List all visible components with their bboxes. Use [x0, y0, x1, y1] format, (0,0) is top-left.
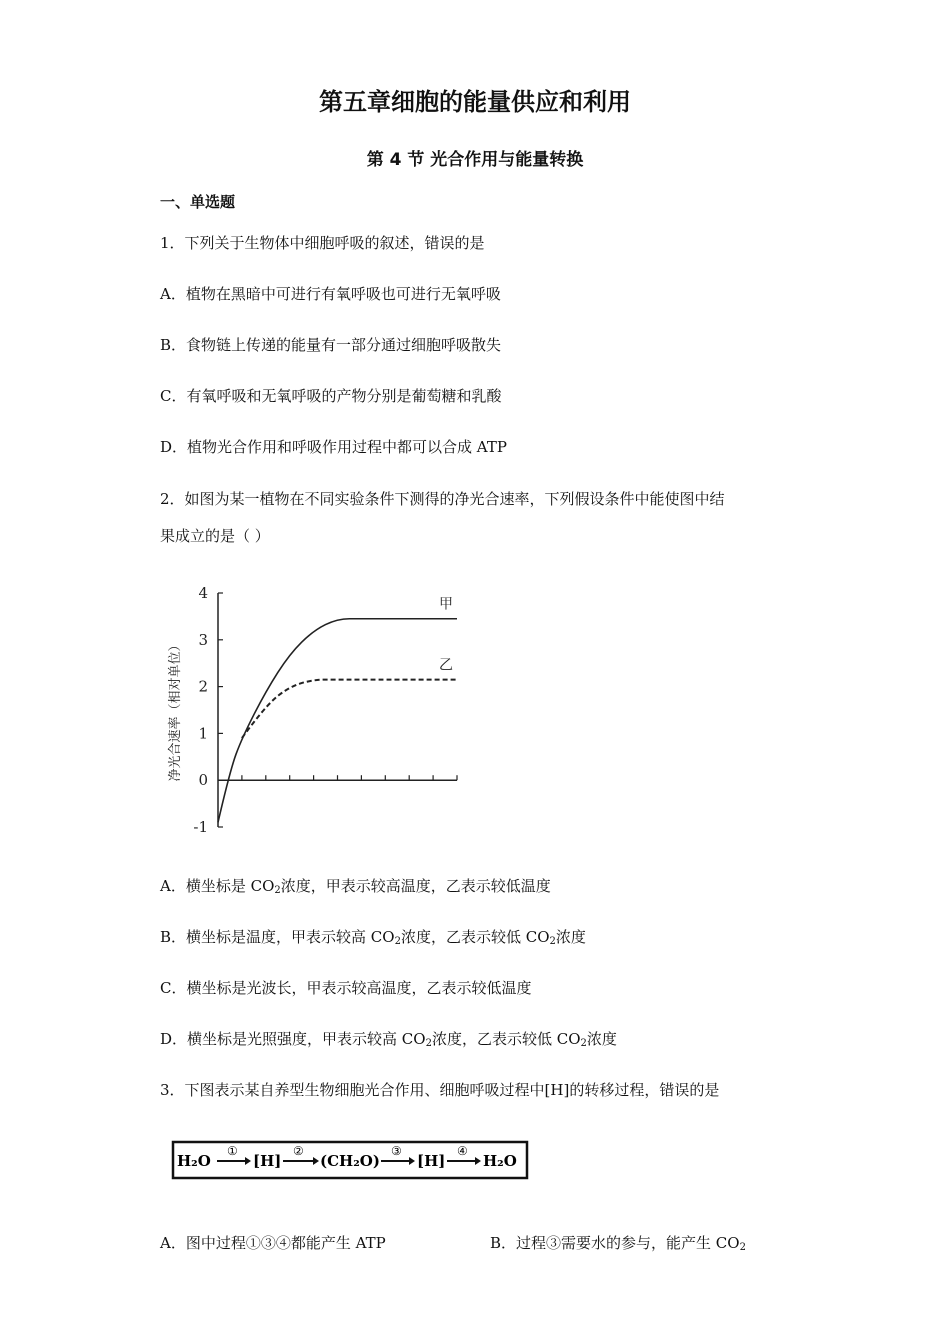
q1-option-d: [160, 437, 507, 457]
step-3-label: ③: [391, 1144, 402, 1158]
chart-plot-area: [167, 584, 457, 836]
q2-option-a: [160, 876, 551, 901]
h2o-start-label: H₂O: [177, 1152, 211, 1170]
q1-option-a: [160, 284, 501, 304]
subscript: 2: [274, 885, 281, 896]
q3-option-b: [490, 1233, 746, 1258]
section-heading: 一、单选题: [160, 193, 236, 211]
ch2o-label: (CH₂O): [320, 1152, 380, 1170]
option-text: 浓度，乙表示较低 CO: [431, 1030, 581, 1048]
option-letter: C．: [160, 979, 187, 997]
arrow-3-head: [409, 1157, 415, 1165]
step-4-label: ④: [457, 1144, 468, 1158]
question-2-stem-line2: 果成立的是（ ）: [160, 527, 270, 545]
net-photosynthesis-chart: [165, 575, 465, 840]
option-text: 过程③需要水的参与，能产生 CO: [516, 1234, 740, 1252]
series-label-jia: 甲: [439, 596, 453, 613]
section-subtitle: 第 4 节 光合作用与能量转换: [366, 150, 584, 170]
q2-option-d: [160, 1029, 617, 1054]
option-letter: B．: [490, 1234, 517, 1252]
y-tick-label: 1: [198, 724, 208, 743]
option-text: 浓度: [555, 928, 586, 946]
question-2-stem-line1: 2．如图为某一植物在不同实验条件下测得的净光合速率，下列假设条件中能使图中结: [160, 490, 725, 508]
option-letter: A．: [160, 1234, 186, 1252]
y-tick-label: 4: [198, 584, 208, 602]
step-1-label: ①: [227, 1144, 238, 1158]
step-2-label: ②: [293, 1144, 304, 1158]
y-tick-label: 3: [198, 630, 208, 649]
h-label-1: [H]: [253, 1152, 282, 1170]
option-letter: B．: [160, 336, 187, 354]
h2o-end-label: H₂O: [483, 1152, 517, 1170]
page-title: 第五章细胞的能量供应和利用: [319, 88, 631, 116]
option-text: 浓度: [586, 1030, 617, 1048]
question-1-stem: 1．下列关于生物体中细胞呼吸的叙述，错误的是: [160, 234, 485, 252]
hydrogen-transfer-diagram: [171, 1138, 531, 1182]
series-label-yi: 乙: [439, 657, 453, 674]
y-tick-label: 0: [198, 771, 208, 790]
y-tick-label: 2: [198, 677, 208, 696]
option-text: 图中过程①③④都能产生 ATP: [185, 1234, 386, 1252]
option-text: 横坐标是 CO: [185, 877, 275, 895]
option-letter: D．: [160, 1030, 188, 1048]
option-letter: A．: [160, 285, 186, 303]
q1-option-c: [160, 386, 502, 406]
series-line-jia: [218, 619, 457, 823]
subscript: 2: [549, 936, 556, 947]
y-tick-label: -1: [193, 818, 208, 836]
subscript: 2: [580, 1038, 587, 1049]
option-letter: D．: [160, 438, 188, 456]
option-text: 植物在黑暗中可进行有氧呼吸也可进行无氧呼吸: [185, 285, 501, 303]
option-text: 浓度，乙表示较低 CO: [400, 928, 550, 946]
q2-option-b: [160, 927, 586, 952]
series-line-yi: [242, 680, 457, 739]
h-label-2: [H]: [417, 1152, 446, 1170]
option-text: 植物光合作用和呼吸作用过程中都可以合成 ATP: [187, 438, 507, 456]
q3-option-a: [160, 1233, 386, 1253]
subscript: 2: [425, 1038, 432, 1049]
option-letter: A．: [160, 877, 186, 895]
q2-option-c: [160, 978, 532, 998]
arrow-2-head: [313, 1157, 319, 1165]
y-axis-label: 净光合速率（相对单位）: [168, 638, 183, 782]
option-text: 横坐标是光照强度，甲表示较高 CO: [187, 1030, 426, 1048]
q1-option-b: [160, 335, 501, 355]
subscript: 2: [394, 936, 401, 947]
option-text: 横坐标是温度，甲表示较高 CO: [186, 928, 395, 946]
option-text: 横坐标是光波长，甲表示较高温度，乙表示较低温度: [186, 979, 532, 997]
option-text: 有氧呼吸和无氧呼吸的产物分别是葡萄糖和乳酸: [186, 387, 502, 405]
subscript: 2: [739, 1242, 746, 1253]
question-3-stem: 3．下图表示某自养型生物细胞光合作用、细胞呼吸过程中[H]的转移过程，错误的是: [160, 1081, 720, 1099]
option-text: 浓度，甲表示较高温度，乙表示较低温度: [280, 877, 551, 895]
arrow-4-head: [475, 1157, 481, 1165]
option-letter: B．: [160, 928, 187, 946]
option-text: 食物链上传递的能量有一部分通过细胞呼吸散失: [186, 336, 502, 354]
option-letter: C．: [160, 387, 187, 405]
arrow-1-head: [245, 1157, 251, 1165]
